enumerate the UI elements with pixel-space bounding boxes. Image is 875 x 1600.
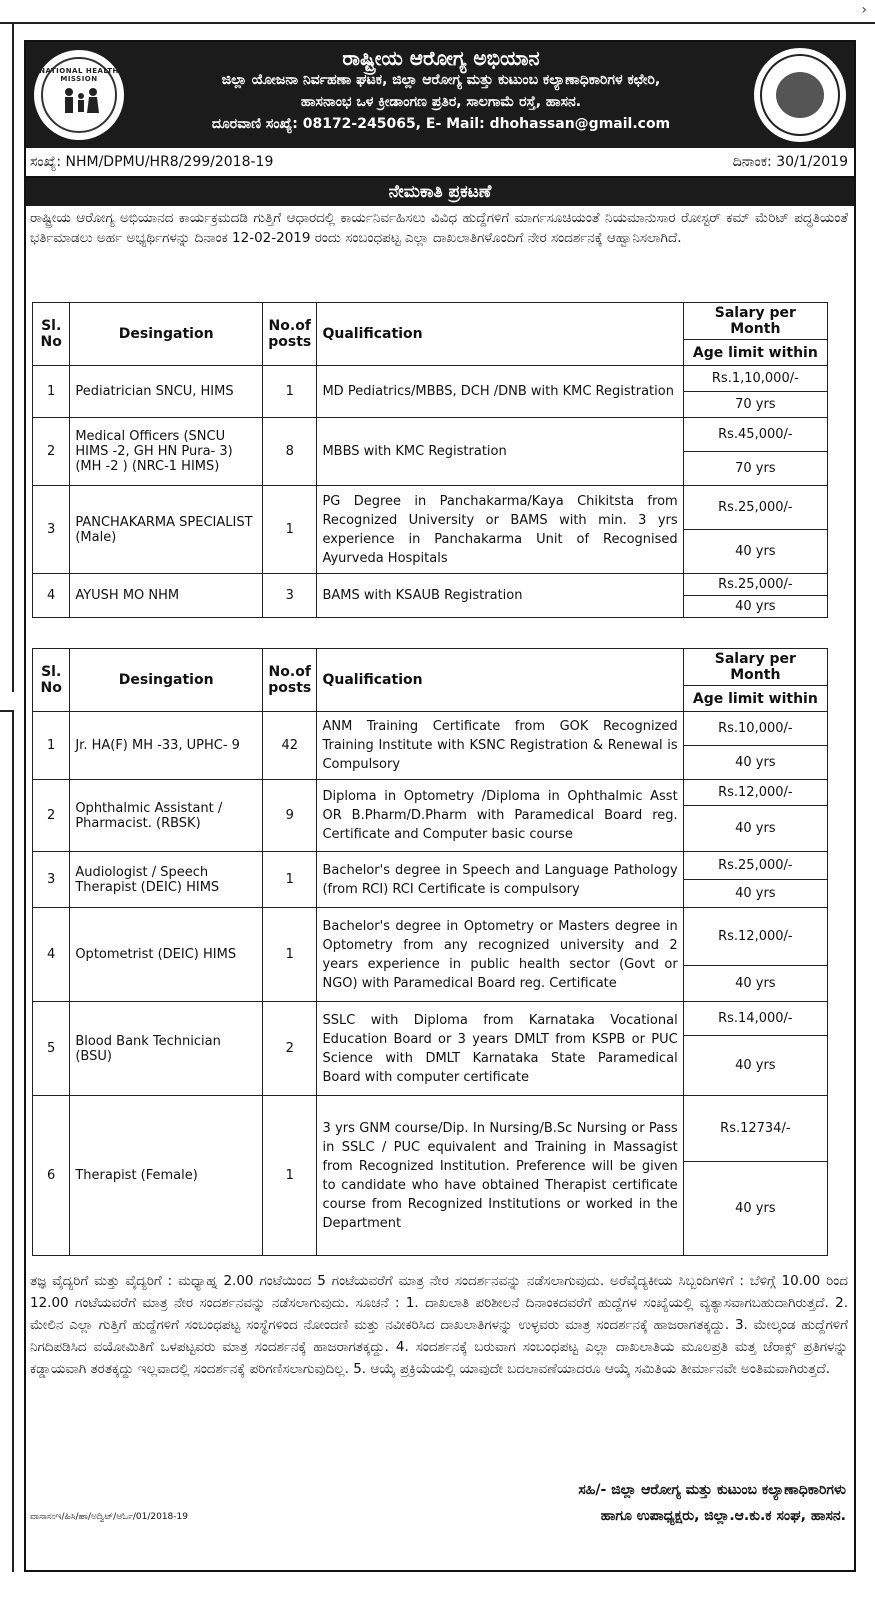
org-address-line2: ಹಾಸನಾಂಭ ಒಳ ಕ್ರೀಡಾಂಗಣ ಪ್ರತಿರ, ಸಾಲಗಾಮೆ ರಸ್ತೆ, ಹಾಸನ.	[300, 94, 582, 110]
table-row: 1 Pediatrician SNCU, HIMS 1 MD Pediatrics/MBBS, DCH /DNB with KMC Registration Rs.1,10,000/-	[33, 366, 828, 392]
reference-date: ದಿನಾಂಕ: 30/1/2019	[732, 154, 848, 170]
table-row: 4 AYUSH MO NHM 3 BAMS with KSAUB Registration Rs.25,000/-	[33, 574, 828, 596]
age-cell: 40 yrs	[683, 530, 827, 574]
age-cell: 70 yrs	[683, 392, 827, 418]
salary-cell: Rs.45,000/-	[683, 418, 827, 452]
signature-line2: ಹಾಗೂ ಉಪಾಧ್ಯಕ್ಷರು, ಜಿಲ್ಲಾ.ಆ.ಕು.ಕ ಸಂಘ, ಹಾಸನ.	[600, 1508, 846, 1524]
org-address-line1: ಜಿಲ್ಲಾ ಯೋಜನಾ ನಿರ್ವಹಣಾ ಘಟಕ, ಜಿಲ್ಲಾ ಆರೋಗ್ಯ ಮತ್ತು ಕುಟುಂಬ ಕಲ್ಯಾಣಾಧಿಕಾರಿಗಳ ಕಛೇರಿ,	[221, 72, 661, 88]
table-row: 4 Optometrist (DEIC) HIMS 1 Bachelor's degree in Optometry or Masters degree in Optometry from any recognized university and 2 years experience in public health sector (Govt or NGO) with Paramedical Board reg. Certificate Rs.12,000/-	[33, 908, 828, 966]
page-top-rule	[0, 0, 875, 24]
recruitment-notice	[24, 40, 856, 1572]
salary-cell: Rs.12,000/-	[683, 908, 827, 966]
age-cell: 40 yrs	[683, 1162, 827, 1256]
col-header-posts: No.of posts	[263, 649, 317, 712]
col-header-salary: Salary per Month	[683, 303, 827, 340]
col-header-qualification: Qualification	[317, 649, 683, 712]
table-row: 1 Jr. HA(F) MH -33, UPHC- 9 42 ANM Training Certificate from GOK Recognized Training Institute with KSNC Registration & Renewal is Compulsory Rs.10,000/-	[33, 712, 828, 746]
salary-cell: Rs.25,000/-	[683, 486, 827, 530]
salary-cell: Rs.25,000/-	[683, 852, 827, 880]
reference-number: ಸಂಖ್ಯೆ: NHM/DPMU/HR8/299/2018-19	[30, 154, 274, 170]
col-header-sl: Sl. No	[33, 649, 70, 712]
org-contact-line: ದೂರವಾಣಿ ಸಂಖ್ಯೆ: 08172-245065, E- Mail: dhohassan@gmail.com	[211, 116, 671, 132]
col-header-sl: Sl. No	[33, 303, 70, 366]
footer-reference: ವಾಸಾಸಂಇ/ಹಿಸಿ/ಹಾ/ಅದ್ವಿಟ್/ಆರ್ಓ/01/2018-19	[30, 1512, 188, 1522]
col-header-age: Age limit within	[683, 686, 827, 712]
instructions-paragraph: ತಜ್ಞ ವೈದ್ಯರಿಗೆ ಮತ್ತು ವೈದ್ಯರಿಗೆ : ಮಧ್ಯಾಹ್ನ 2.00 ಗಂಟೆಯಿಂದ 5 ಗಂಟೆಯವರೆಗೆ ಮಾತ್ರ ನೇರ ಸಂದರ್ಶನವನ್ನು ನಡೆಸಲಾಗುವುದು. ಅರೆವೈದ್ಯಕೀಯ ಸಿಬ್ಬಂದಿಗಳಿಗೆ : ಬೆಳಿಗ್ಗೆ 10.00 ರಿಂದ 12.00 ಗಂಟೆಯವರೆಗೆ ಮಾತ್ರ ನೇರ ಸಂದರ್ಶನವನ್ನು ನಡೆಸಲಾಗುವುದು. ಸೂಚನೆ : 1. ದಾಖಲಾತಿ ಪರಿಶೀಲನೆ ದಿನಾಂಕದವರೆಗೆ ಹುದ್ದೆಗಳ ಸಂಖ್ಯೆಯಲ್ಲಿ ವ್ಯತ್ಯಾಸವಾಗಬಹುದಾಗಿರುತ್ತದೆ. 2. ಮೇಲಿನ ಎಲ್ಲಾ ಗುತ್ತಿಗೆ ಹುದ್ದೆಗಳಿಗೆ ಸಂಬಂಧಪಟ್ಟ ಸಂಸ್ಥೆಗಳಿಂದ ನೋಂದಣಿ ಮತ್ತು ನವೀಕರಿಸಿದ ದಾಖಲಾತಿಗಳನ್ನು ಉಳ್ಳವರು ಮಾತ್ರ ಸಂದರ್ಶನಕ್ಕೆ ಹಾಜರಾಗತಕ್ಕದ್ದು. 3. ಮೇಲ್ಕಂಡ ಹುದ್ದೆಗಳಿಗೆ ನಿಗದಿಪಡಿಸಿದ ವಯೋಮಿತಿಗೆ ಒಳಪಟ್ಟವರು ಮಾತ್ರ ಸಂದರ್ಶನಕ್ಕೆ ಹಾಜರಾಗತಕ್ಕದ್ದು. 4. ಸಂದರ್ಶನಕ್ಕೆ ಬರುವಾಗ ಸಂಬಂಧಪಟ್ಟ ಎಲ್ಲಾ ದಾಖಲಾತಿಯ ಮೂಲಪ್ರತಿ ಮತ್ತ ಜೆರಾಕ್ಸ್ ಪ್ರತಿಗಳನ್ನು ಕಡ್ಡಾಯವಾಗಿ ತರತಕ್ಕದ್ದು ಇಲ್ಲವಾದಲ್ಲಿ ಸಂದರ್ಶನಕ್ಕೆ ಪರಿಗಣಿಸಲಾಗುವುದಿಲ್ಲ. 5. ಆಯ್ಕೆ ಪ್ರಕ್ರಿಯೆಯಲ್ಲಿ ಯಾವುದೇ ಬದಲಾವಣೆಯಾದರೂ ಆಯ್ಕೆ ಸಮಿತಿಯ ತೀರ್ಮಾನವೇ ಅಂತಿಮವಾಗಿರುತ್ತದೆ.	[30, 1273, 848, 1377]
reference-line	[26, 150, 854, 178]
org-title: ರಾಷ್ಟ್ರೀಯ ಆರೋಗ್ಯ ಅಭಿಯಾನ	[342, 46, 540, 70]
posts-table-medical	[32, 302, 828, 618]
salary-cell: Rs.12,000/-	[683, 780, 827, 806]
salary-cell: Rs.14,000/-	[683, 1002, 827, 1036]
table-row: 3 PANCHAKARMA SPECIALIST (Male) 1 PG Degree in Panchakarma/Kaya Chikitsta from Recognized University or BAMS with min. 3 yrs experience in Panchakarma Unit of Recognised Ayurveda Hospitals Rs.25,000/-	[33, 486, 828, 530]
posts-table-paramedical	[32, 648, 828, 1256]
age-cell: 40 yrs	[683, 880, 827, 908]
salary-cell: Rs.25,000/-	[683, 574, 827, 596]
age-cell: 40 yrs	[683, 596, 827, 618]
notice-title: ನೇಮಕಾತಿ ಪ್ರಕಟಣೆ	[26, 178, 854, 206]
signature-line1: ಸಹಿ/- ಜಿಲ್ಲಾ ಆರೋಗ್ಯ ಮತ್ತು ಕುಟುಂಬ ಕಲ್ಯಾಣಾಧಿಕಾರಿಗಳು	[578, 1482, 846, 1498]
table-row: 5 Blood Bank Technician (BSU) 2 SSLC with Diploma from Karnataka Vocational Education Board or 3 years DMLT from KSPB or PUC Science with DMLT Karnataka State Paramedical Board with computer certificate Rs.14,000/-	[33, 1002, 828, 1036]
nhm-logo-icon: NATIONAL HEALTH MISSION	[34, 50, 124, 140]
col-header-qualification: Qualification	[317, 303, 683, 366]
salary-cell: Rs.12734/-	[683, 1096, 827, 1162]
table-row: 2 Medical Officers (SNCU HIMS -2, GH HN Pura- 3) (MH -2 ) (NRC-1 HIMS) 8 MBBS with KMC Registration Rs.45,000/-	[33, 418, 828, 452]
salary-cell: Rs.10,000/-	[683, 712, 827, 746]
col-header-designation: Desingation	[70, 649, 263, 712]
notice-header	[26, 42, 854, 148]
col-header-salary: Salary per Month	[683, 649, 827, 686]
age-cell: 40 yrs	[683, 806, 827, 852]
left-column-edge	[0, 22, 14, 692]
age-cell: 40 yrs	[683, 966, 827, 1002]
karnataka-emblem-icon	[754, 48, 846, 142]
col-header-designation: Desingation	[70, 303, 263, 366]
intro-paragraph: ರಾಷ್ಟ್ರೀಯ ಆರೋಗ್ಯ ಅಭಿಯಾನದ ಕಾರ್ಯಕ್ರಮದಡಿ ಗುತ್ತಿಗೆ ಆಧಾರದಲ್ಲಿ ಕಾರ್ಯನಿರ್ವಹಿಸಲು ವಿವಿಧ ಹುದ್ದೆಗಳಿಗೆ ಮಾರ್ಗಸೂಚಿಯಂತೆ ನಿಯಮಾನುಸಾರ ರೋಸ್ಟರ್ ಕಮ್ ಮೆರಿಟ್ ಪದ್ಧತಿಯಂತೆ ಭರ್ತಿಮಾಡಲು ಅರ್ಹ ಅಭ್ಯರ್ಥಿಗಳನ್ನು ದಿನಾಂಕ 12-02-2019 ರಂದು ಸಂಬಂಧಪಟ್ಟ ಎಲ್ಲಾ ದಾಖಲಾತಿಗಳೊಂದಿಗೆ ನೇರ ಸಂದರ್ಶನಕ್ಕೆ ಆಹ್ವಾನಿಸಲಾಗಿದೆ.	[30, 210, 848, 246]
col-header-posts: No.of posts	[263, 303, 317, 366]
col-header-age: Age limit within	[683, 340, 827, 366]
age-cell: 40 yrs	[683, 746, 827, 780]
corner-mark: ›	[861, 2, 867, 18]
age-cell: 70 yrs	[683, 452, 827, 486]
age-cell: 40 yrs	[683, 1036, 827, 1096]
table-row: 3 Audiologist / Speech Therapist (DEIC) HIMS 1 Bachelor's degree in Speech and Language Pathology (from RCI) RCI Certificate is compulsory Rs.25,000/-	[33, 852, 828, 880]
left-column-edge-lower	[0, 710, 14, 1572]
table-row: 6 Therapist (Female) 1 3 yrs GNM course/Dip. In Nursing/B.Sc Nursing or Pass in SSLC / PUC equivalent and Training in Massagist from Recognized Institution. Preference will be given to candidate who have obtained Therapist certificate course from Recognized Institutions or worked in the Department Rs.12734/-	[33, 1096, 828, 1162]
salary-cell: Rs.1,10,000/-	[683, 366, 827, 392]
table-row: 2 Ophthalmic Assistant / Pharmacist. (RBSK) 9 Diploma in Optometry /Diploma in Ophthalmic Asst OR B.Pharm/D.Pharm with Paramedical Board reg. Certificate and Computer basic course Rs.12,000/-	[33, 780, 828, 806]
